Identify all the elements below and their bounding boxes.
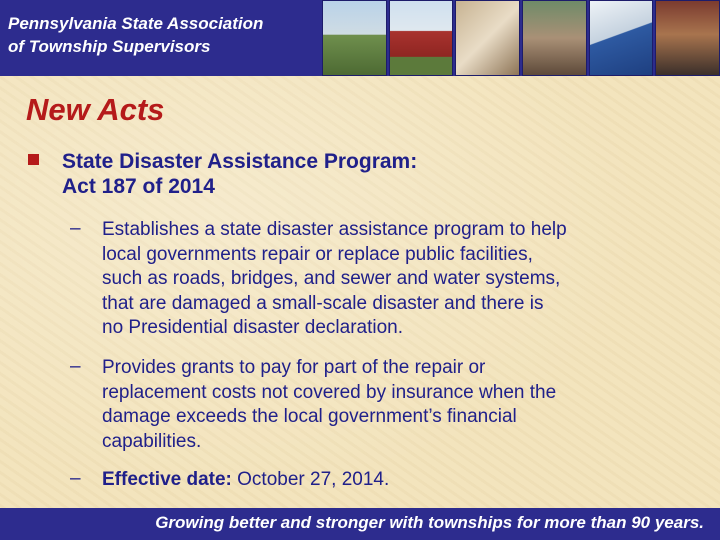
- footer-tagline: Growing better and stronger with townships for more than 90 years.: [155, 513, 704, 532]
- dash-bullet: –: [70, 468, 81, 489]
- barn-photo: [389, 0, 454, 76]
- header-photo-strip: [322, 0, 720, 76]
- sub-bullet-2: [102, 356, 706, 454]
- keyboard-photo: [455, 0, 520, 76]
- firefighters-photo: [655, 0, 720, 76]
- sub-bullet-line: local governments repair or replace public facilities,: [102, 243, 533, 265]
- dash-bullet: –: [70, 218, 81, 239]
- sub-bullet-line: Establishes a state disaster assistance program to help: [102, 219, 567, 240]
- main-bullet-line-2: Act 187 of 2014: [62, 175, 215, 198]
- people-photo: [522, 0, 587, 76]
- sub-bullet-1: [102, 218, 706, 341]
- sub-bullet-line: that are damaged a small-scale disaster and there is: [102, 292, 544, 314]
- main-bullet-text: [62, 149, 662, 199]
- sub-bullet-line: replacement costs not covered by insurance when the: [102, 381, 557, 403]
- sub-bullet-line: no Presidential disaster declaration.: [102, 317, 404, 338]
- sub-bullet-3: [102, 468, 706, 493]
- sub-bullet-line: capabilities.: [102, 430, 202, 452]
- effective-date-label: Effective date:: [102, 469, 232, 490]
- footer-bar: [0, 508, 720, 540]
- sub-bullet-line: Provides grants to pay for part of the repair or: [102, 357, 486, 378]
- main-bullet-line-1: State Disaster Assistance Program:: [62, 150, 418, 173]
- dash-bullet: –: [70, 356, 81, 377]
- org-line-2: of Township Supervisors: [8, 37, 211, 56]
- header-bar: [0, 0, 720, 76]
- organization-name: [8, 12, 263, 58]
- org-line-1: Pennsylvania State Association: [8, 14, 264, 33]
- slide-title: New Acts: [26, 92, 165, 127]
- playground-photo: [322, 0, 387, 76]
- snowplow-photo: [589, 0, 654, 76]
- effective-date-value: October 27, 2014.: [231, 469, 390, 490]
- sub-bullet-line: such as roads, bridges, and sewer and water systems,: [102, 268, 561, 289]
- square-bullet-icon: [28, 154, 39, 165]
- sub-bullet-line: damage exceeds the local government’s financial: [102, 406, 517, 427]
